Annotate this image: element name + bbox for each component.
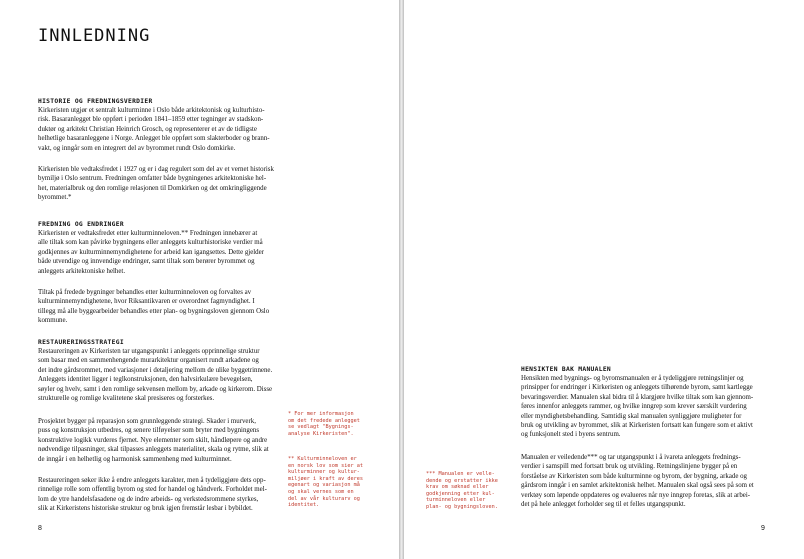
- paragraph-protection-2: [38, 288, 269, 326]
- text-line: Manualen er veiledende*** og tar utgangspunkt i å ivareta anleggets frednings-: [521, 454, 741, 461]
- text-line: bymiljø i Oslo sentrum. Fredningen omfatter både bygningenes arkitektoniske hel-: [38, 175, 267, 183]
- note-line: * For mer informasjon: [288, 411, 354, 417]
- section-heading-history: HISTORIE OG FREDNINGSVERDIER: [38, 98, 153, 105]
- text-line: lom de ytre handelsfasadene og de indre arbeids- og verkstedsrommene styrkes,: [38, 495, 259, 503]
- text-line: godkjennes av kulturminnemyndighetene for arbeid kan igangsettes. Dette gjelder: [38, 248, 264, 256]
- note-line: krav om søknad eller: [426, 484, 489, 491]
- text-line: som basar med en sammenhengende murarkitektur organisert rundt arkadene og: [38, 357, 259, 365]
- text-line: slik at Kirkeristens historiske struktur og bruk igjen fremstår lesbar i bybildet.: [38, 505, 253, 513]
- text-line: søyler og hvelv, samt i den romlige sekvensen mellom by, arkade og kirkerom. Disse: [38, 385, 273, 393]
- footnote-1: [288, 411, 360, 437]
- note-line: *** Manualen er velle-: [426, 471, 495, 477]
- text-line: Kirkeristen utgjør et sentralt kulturminne i Oslo både arkitektonisk og kulturhisto-: [38, 107, 265, 114]
- text-line: tillegg må alle byggearbeider behandles etter plan- og bygningsloven gjennom Oslo: [38, 307, 270, 315]
- text-line: de inngår i en helhetlig og harmonisk sammenheng med kulturminnet.: [38, 455, 232, 463]
- paragraph-strategy-1: [38, 347, 272, 403]
- text-line: duktør og arkitekt Christian Heinrich Grosch, og representerer et av de tidligste: [38, 125, 257, 133]
- right-page: [404, 0, 804, 559]
- page-number-left: 8: [38, 525, 42, 532]
- footnote-3: [426, 471, 498, 511]
- text-line: det indre gårdsrommet, med variasjoner i detaljering mellom de ulike byggetrinnene.: [38, 366, 273, 374]
- note-line: identitet.: [288, 502, 320, 509]
- note-line: miljøer i kraft av deres: [288, 475, 363, 482]
- text-line: Restaureringen av Kirkeristen tar utgangspunkt i anleggets opprinnelige struktur: [38, 348, 260, 355]
- left-page: [0, 0, 399, 559]
- text-line: Tiltak på fredede bygninger behandles etter kulturminneloven og forvaltes av: [38, 289, 252, 296]
- text-line: Anleggets identitet ligger i teglkonstruksjonen, den halvsirkulære bevegelsen,: [38, 376, 253, 384]
- text-line: Hensikten med bygnings- og byromsmanualen er å tydeliggjøre retningslinjer og: [521, 375, 744, 382]
- note-line: godkjenning etter kul-: [426, 490, 495, 497]
- text-line: nødvendige tilpasninger, skal tilpasses anleggets materialitet, skala og rytme, slik at: [38, 446, 269, 454]
- text-line: rinnelige rolle som offentlig byrom og sted for handel og håndverk. Forholdet mel-: [38, 486, 267, 494]
- text-line: byrommet.*: [38, 194, 72, 202]
- note-line: dende og erstatter ikke: [426, 477, 498, 484]
- paragraph-strategy-3: [38, 476, 267, 514]
- text-line: Kirkeristen er vedtaksfredet etter kulturminneloven.** Fredningen innebærer at: [38, 230, 258, 237]
- paragraph-history-2: [38, 165, 274, 203]
- text-line: føres innenfor anleggets rammer, og hvilke inngrep som krever særskilt vurdering: [521, 403, 747, 411]
- note-line: ** Kulturminneloven er: [288, 456, 357, 462]
- text-line: verktøy som løpende oppdateres og evalueres når nye inngrep foretas, slik at arbei-: [521, 491, 751, 499]
- text-line: konstruktive logikk vurderes fjernet. Nye elementer som skilt, håndløpere og andre: [38, 436, 268, 444]
- note-line: analyse Kirkeristen".: [288, 430, 354, 437]
- text-line: bevaringsverdier. Manualen skal bidra til å klargjøre hvilke tiltak som kan gjennom-: [521, 393, 754, 401]
- section-heading-strategy: RESTAURERINGSSTRATEGI: [38, 339, 124, 346]
- page-title: INNLEDNING: [38, 26, 151, 46]
- note-line: om det fredede anlegget: [288, 417, 360, 424]
- text-line: helhetlige basaranleggene i Norge. Anlegget ble oppført som slakterboder og brann-: [38, 135, 270, 143]
- text-line: prinsipper for endringer i Kirkeristen og anleggets tilhørende byrom, samt kartlegge: [521, 384, 753, 392]
- text-line: risk. Basaranlegget ble oppført i perioden 1841–1859 etter tegninger av stadskon-: [38, 116, 264, 124]
- note-line: kulturminner og kultur-: [288, 469, 360, 476]
- paragraph-history-1: [38, 106, 270, 153]
- text-line: Prosjektet bygger på reparasjon som grunnleggende strategi. Skader i murverk,: [38, 418, 256, 425]
- text-line: forståelse av Kirkeristen som både kulturminne og byrom, der bygning, arkade og: [521, 472, 747, 480]
- text-line: puss og konstruksjon utbedres, og senere tilføyelser som bryter med bygningens: [38, 427, 260, 435]
- note-line: plan- og bygningsloven.: [426, 503, 498, 510]
- text-line: gårdsrom inngår i en samlet arkitektonisk helhet. Manualen skal også sees på som et: [521, 482, 754, 490]
- text-line: og funksjonelt sted i byens sentrum.: [521, 431, 621, 439]
- note-line: og skal vernes som en: [288, 488, 354, 495]
- note-line: en norsk lov som sier at: [288, 462, 363, 469]
- note-line: del av vår kulturarv og: [288, 495, 360, 502]
- text-line: vakt, og inngår som en integrert del av byrommet rundt Oslo domkirke.: [38, 144, 236, 152]
- paragraph-protection-1: [38, 229, 264, 276]
- text-line: strukturelle og romlige kvalitetene skal presiseres og forsterkes.: [38, 395, 215, 403]
- footnote-2: [288, 456, 363, 509]
- paragraph-purpose-1: [521, 374, 753, 440]
- text-line: det på hele anlegget forholder seg til et felles utgangspunkt.: [521, 501, 686, 509]
- note-line: se vedlagt "Bygnings-: [288, 424, 354, 431]
- page-number-right: 9: [761, 525, 765, 532]
- paragraph-purpose-2: [521, 453, 754, 509]
- note-line: egenart og variasjon må: [288, 482, 360, 489]
- text-line: kulturminnemyndighetene, hvor Riksantikvaren er overordnet fagmyndighet. I: [38, 298, 255, 306]
- section-heading-protection: FREDNING OG ENDRINGER: [38, 221, 124, 228]
- text-line: alle tiltak som kan påvirke bygningens eller anleggets kulturhistoriske verdier må: [38, 239, 263, 247]
- text-line: Kirkeristen ble vedtaksfredet i 1927 og er i dag regulert som del av et vernet historisk: [38, 166, 274, 173]
- text-line: anleggets arkitektoniske helhet.: [38, 267, 126, 275]
- text-line: het, materialbruk og den romlige relasjonen til Domkirken og det omkringliggende: [38, 184, 267, 192]
- section-heading-purpose: HENSIKTEN BAK MANUALEN: [521, 366, 612, 373]
- text-line: eller myndighetsbehandling. Samtidig skal manualen synliggjøre muligheter for: [521, 412, 742, 420]
- text-line: verdier i samspill med fortsatt bruk og utvikling. Retningslinjene bygger på en: [521, 463, 738, 471]
- text-line: bruk og utvikling av byrommet, slik at Kirkeristen fortsatt kan fungere som et aktivt: [521, 422, 753, 430]
- note-line: turminneloven eller: [426, 497, 486, 504]
- paragraph-strategy-2: [38, 417, 269, 464]
- text-line: både utvendige og innvendige endringer, samt tiltak som berører byrommet og: [38, 258, 255, 266]
- text-line: Restaureringen søker ikke å endre anleggets karakter, men å tydeliggjøre dets opp-: [38, 477, 266, 484]
- text-line: kommune.: [38, 317, 68, 325]
